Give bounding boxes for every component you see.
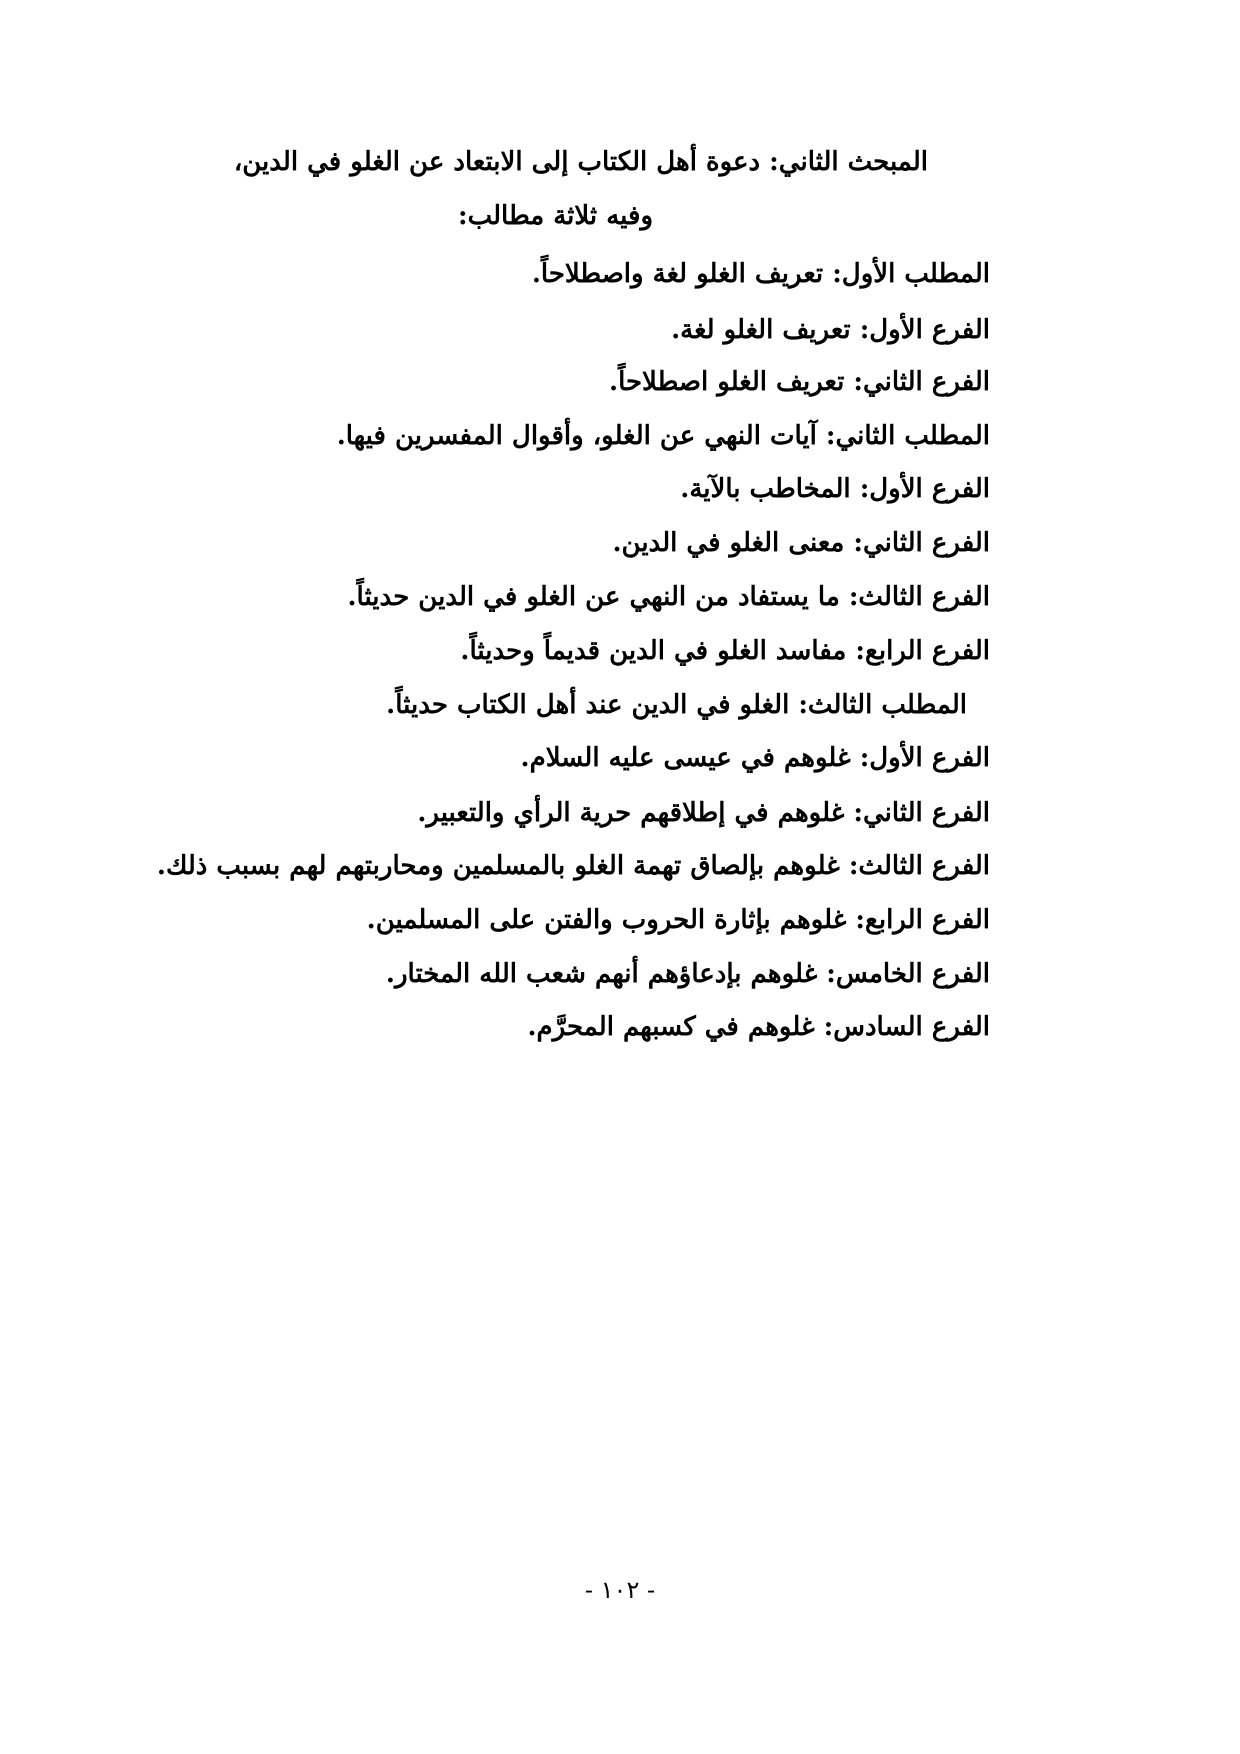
outline-item-4: المطلب الثاني: آيات النهي عن الغلو، وأقوال المفسرين فيها. bbox=[336, 421, 990, 451]
page-number: - ١٠٢ - bbox=[584, 1576, 656, 1604]
outline-item-3: الفرع الثاني: تعريف الغلو اصطلاحاً. bbox=[609, 367, 990, 397]
outline-item-5: الفرع الأول: المخاطب بالآية. bbox=[680, 474, 990, 504]
outline-item-11: الفرع الثاني: غلوهم في إطلاقهم حرية الرأي والتعبير. bbox=[417, 798, 990, 828]
section-subheading: وفيه ثلاثة مطالب: bbox=[457, 201, 653, 231]
outline-item-7: الفرع الثالث: ما يستفاد من النهي عن الغلو في الدين حديثاً. bbox=[347, 582, 990, 612]
outline-item-10: الفرع الأول: غلوهم في عيسى عليه السلام. bbox=[520, 743, 990, 773]
section-heading: المبحث الثاني: دعوة أهل الكتاب إلى الابتعاد عن الغلو في الدين، bbox=[233, 147, 928, 177]
outline-item-14: الفرع الخامس: غلوهم بإدعاؤهم أنهم شعب الله المختار. bbox=[385, 959, 990, 989]
outline-item-12: الفرع الثالث: غلوهم بإلصاق تهمة الغلو بالمسلمين ومحاربتهم لهم بسبب ذلك. bbox=[156, 851, 990, 881]
outline-item-8: الفرع الرابع: مفاسد الغلو في الدين قديماً وحديثاً. bbox=[460, 636, 990, 666]
outline-item-9: المطلب الثالث: الغلو في الدين عند أهل الكتاب حديثاً. bbox=[386, 690, 967, 720]
outline-item-15: الفرع السادس: غلوهم في كسبهم المحرَّم. bbox=[527, 1012, 990, 1042]
outline-item-13: الفرع الرابع: غلوهم بإثارة الحروب والفتن على المسلمين. bbox=[366, 905, 990, 935]
outline-item-2: الفرع الأول: تعريف الغلو لغة. bbox=[671, 315, 990, 345]
outline-item-6: الفرع الثاني: معنى الغلو في الدين. bbox=[612, 528, 990, 558]
outline-item-1: المطلب الأول: تعريف الغلو لغة واصطلاحاً. bbox=[531, 259, 990, 289]
